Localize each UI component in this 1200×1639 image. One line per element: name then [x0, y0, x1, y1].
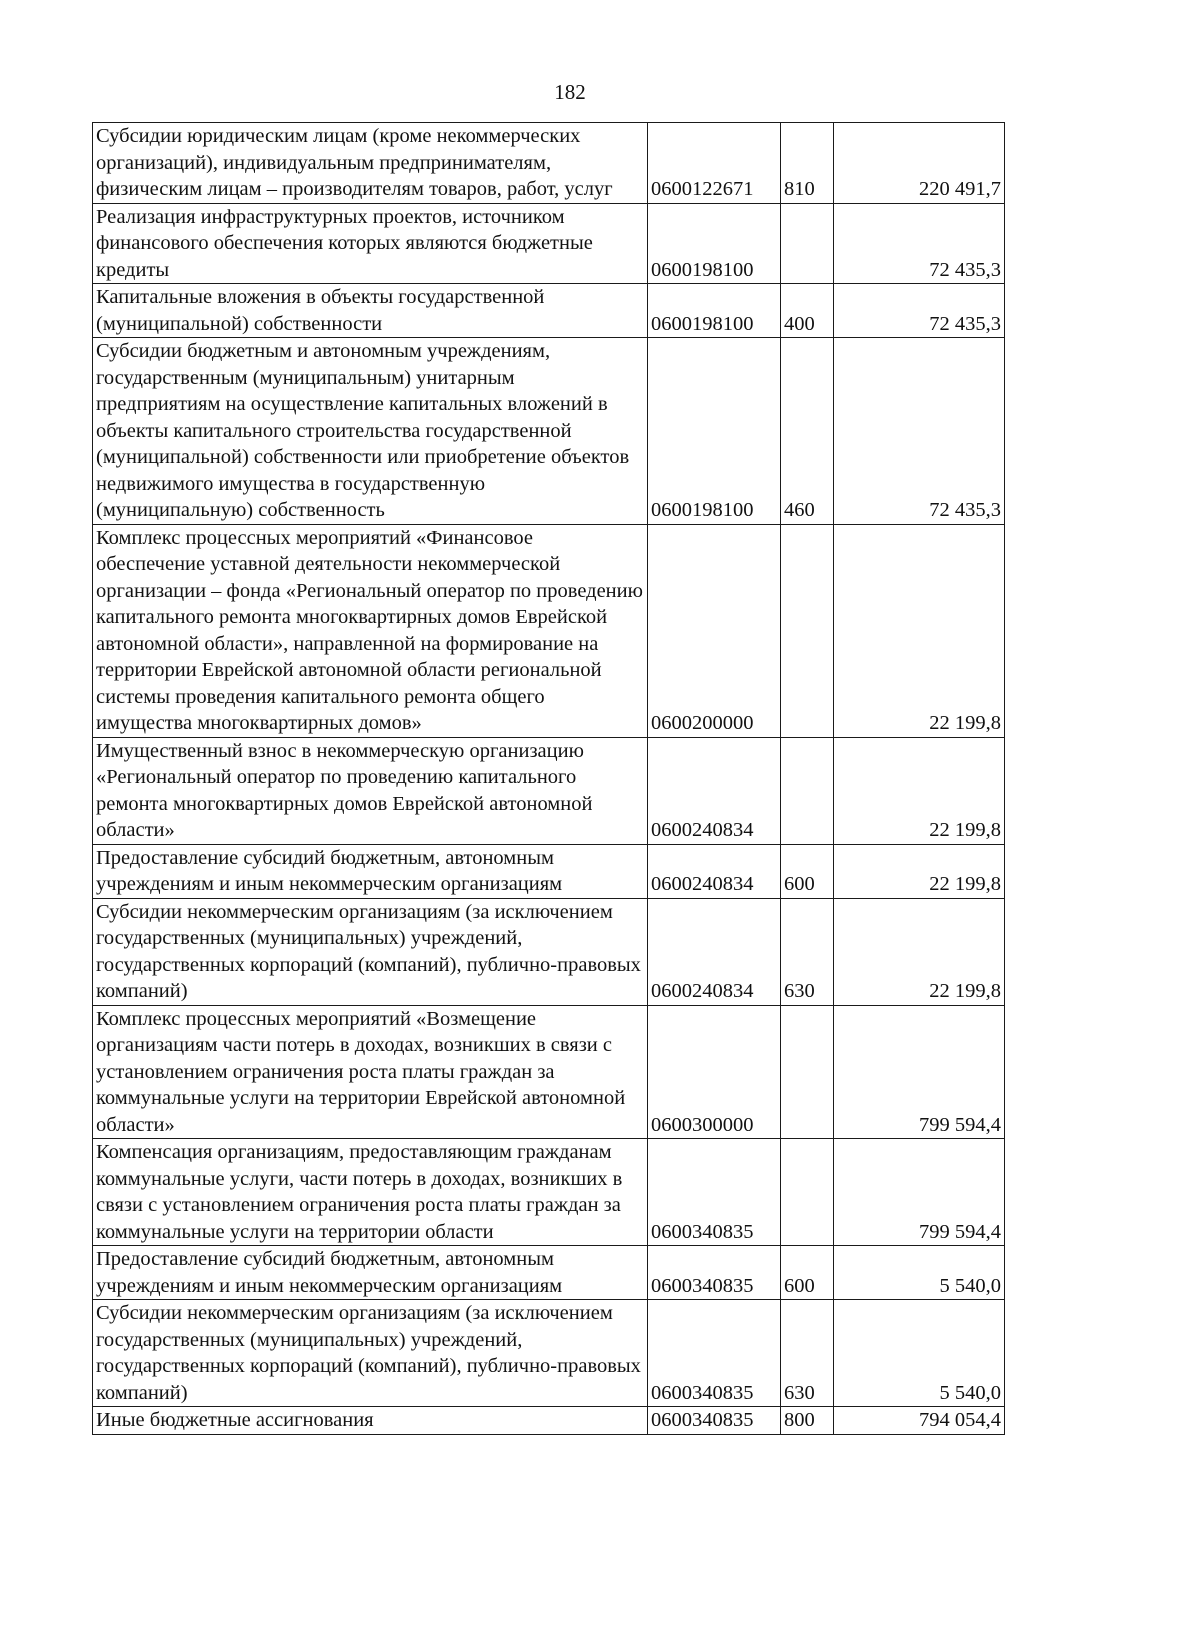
table-row: [93, 737, 1005, 844]
row-name: Компенсация организациям, предоставляющим гражданам коммунальные услуги, части потерь в доходах, возникших в связи с установлением ограничения роста платы граждан за коммунальные услуги на территории области: [96, 1141, 623, 1243]
page-number: 182: [554, 80, 586, 104]
row-sum-cell: 22 199,8: [834, 737, 1005, 844]
row-name-cell: [93, 284, 648, 338]
row-kind-cell: 810: [781, 123, 834, 204]
row-name-cell: [93, 524, 648, 737]
row-name: Комплекс процессных мероприятий «Финансовое обеспечение уставной деятельности некоммерческой организации – фонда «Региональный оператор по проведению капитального ремонта многоквартирных домов Еврейской автономной области», направленной на формирование на территории Еврейской автономной области региональной системы проведения капитального ремонта общего имущества многоквартирных домов»: [96, 526, 643, 734]
table-row: [93, 284, 1005, 338]
row-code-cell: 0600200000: [648, 524, 781, 737]
row-name: Реализация инфраструктурных проектов, источником финансового обеспечения которых являются бюджетные кредиты: [96, 205, 593, 281]
table-row: [93, 844, 1005, 898]
row-kind-cell: 600: [781, 1246, 834, 1300]
budget-table-body: [93, 123, 1005, 1435]
row-code-cell: 0600122671: [648, 123, 781, 204]
row-name: Субсидии бюджетным и автономным учреждениям, государственным (муниципальным) унитарным предприятиям на осуществление капитальных вложений в объекты капитального строительства государственной (муниципальной) собственности или приобретение объектов недвижимого имущества в государственную (муниципальную) собственность: [96, 340, 630, 521]
budget-table: [92, 122, 1005, 1435]
row-name: Субсидии некоммерческим организациям (за исключением государственных (муниципальных) учреждений, государственных корпораций (компаний), публично-правовых компаний): [96, 900, 641, 1002]
row-sum-cell: 72 435,3: [834, 338, 1005, 525]
row-sum-cell: 5 540,0: [834, 1246, 1005, 1300]
row-code-cell: 0600198100: [648, 338, 781, 525]
row-name-cell: [93, 203, 648, 284]
row-code-cell: 0600240834: [648, 844, 781, 898]
row-name-cell: [93, 737, 648, 844]
table-row: [93, 1300, 1005, 1407]
row-code-cell: 0600198100: [648, 284, 781, 338]
table-row: [93, 123, 1005, 204]
row-sum-cell: 22 199,8: [834, 524, 1005, 737]
row-sum-cell: 22 199,8: [834, 898, 1005, 1005]
row-name-cell: [93, 338, 648, 525]
row-code-cell: 0600340835: [648, 1300, 781, 1407]
row-kind-cell: 630: [781, 1300, 834, 1407]
row-code-cell: 0600300000: [648, 1005, 781, 1139]
table-row: [93, 338, 1005, 525]
table-row: [93, 1005, 1005, 1139]
row-code-cell: 0600198100: [648, 203, 781, 284]
row-kind-cell: 460: [781, 338, 834, 525]
row-name-cell: [93, 1005, 648, 1139]
row-name-cell: [93, 1139, 648, 1246]
row-name: Субсидии некоммерческим организациям (за исключением государственных (муниципальных) учреждений, государственных корпораций (компаний), публично-правовых компаний): [96, 1302, 641, 1404]
row-sum-cell: 72 435,3: [834, 284, 1005, 338]
row-name: Субсидии юридическим лицам (кроме некоммерческих организаций), индивидуальным предпринимателям, физическим лицам – производителям товаров, работ, услуг: [96, 125, 613, 200]
row-sum-cell: 22 199,8: [834, 844, 1005, 898]
row-code-cell: 0600340835: [648, 1246, 781, 1300]
row-kind-cell: [781, 1005, 834, 1139]
row-name-cell: [93, 1246, 648, 1300]
row-name-cell: [93, 123, 648, 204]
row-name: Комплекс процессных мероприятий «Возмещение организациям части потерь в доходах, возникших в связи с установлением ограничения роста платы граждан за коммунальные услуги на территории Еврейской автономной области»: [96, 1007, 626, 1136]
row-sum-cell: 799 594,4: [834, 1139, 1005, 1246]
row-kind-cell: 400: [781, 284, 834, 338]
row-kind-cell: [781, 1139, 834, 1246]
table-row: [93, 1139, 1005, 1246]
row-name: Имущественный взнос в некоммерческую организацию «Региональный оператор по проведению капитального ремонта многоквартирных домов Еврейской автономной области»: [96, 739, 593, 841]
table-row: [93, 203, 1005, 284]
row-kind-cell: 630: [781, 898, 834, 1005]
row-name: Предоставление субсидий бюджетным, автономным учреждениям и иным некоммерческим организациям: [96, 1248, 563, 1297]
row-kind-cell: [781, 203, 834, 284]
row-code-cell: 0600340835: [648, 1407, 781, 1435]
row-kind-cell: [781, 737, 834, 844]
row-sum-cell: 794 054,4: [834, 1407, 1005, 1435]
row-code-cell: 0600340835: [648, 1139, 781, 1246]
row-kind-cell: 800: [781, 1407, 834, 1435]
row-name: Иные бюджетные ассигнования: [96, 1409, 374, 1431]
row-name: Предоставление субсидий бюджетным, автономным учреждениям и иным некоммерческим организациям: [96, 846, 563, 895]
table-row: [93, 1407, 1005, 1435]
row-name-cell: [93, 1300, 648, 1407]
row-sum-cell: 220 491,7: [834, 123, 1005, 204]
row-code-cell: 0600240834: [648, 737, 781, 844]
table-row: [93, 524, 1005, 737]
row-name-cell: [93, 1407, 648, 1435]
row-sum-cell: 72 435,3: [834, 203, 1005, 284]
table-row: [93, 1246, 1005, 1300]
row-sum-cell: 799 594,4: [834, 1005, 1005, 1139]
row-name-cell: [93, 898, 648, 1005]
row-name: Капитальные вложения в объекты государственной (муниципальной) собственности: [96, 286, 545, 335]
row-kind-cell: 600: [781, 844, 834, 898]
row-sum-cell: 5 540,0: [834, 1300, 1005, 1407]
row-code-cell: 0600240834: [648, 898, 781, 1005]
row-name-cell: [93, 844, 648, 898]
row-kind-cell: [781, 524, 834, 737]
table-row: [93, 898, 1005, 1005]
